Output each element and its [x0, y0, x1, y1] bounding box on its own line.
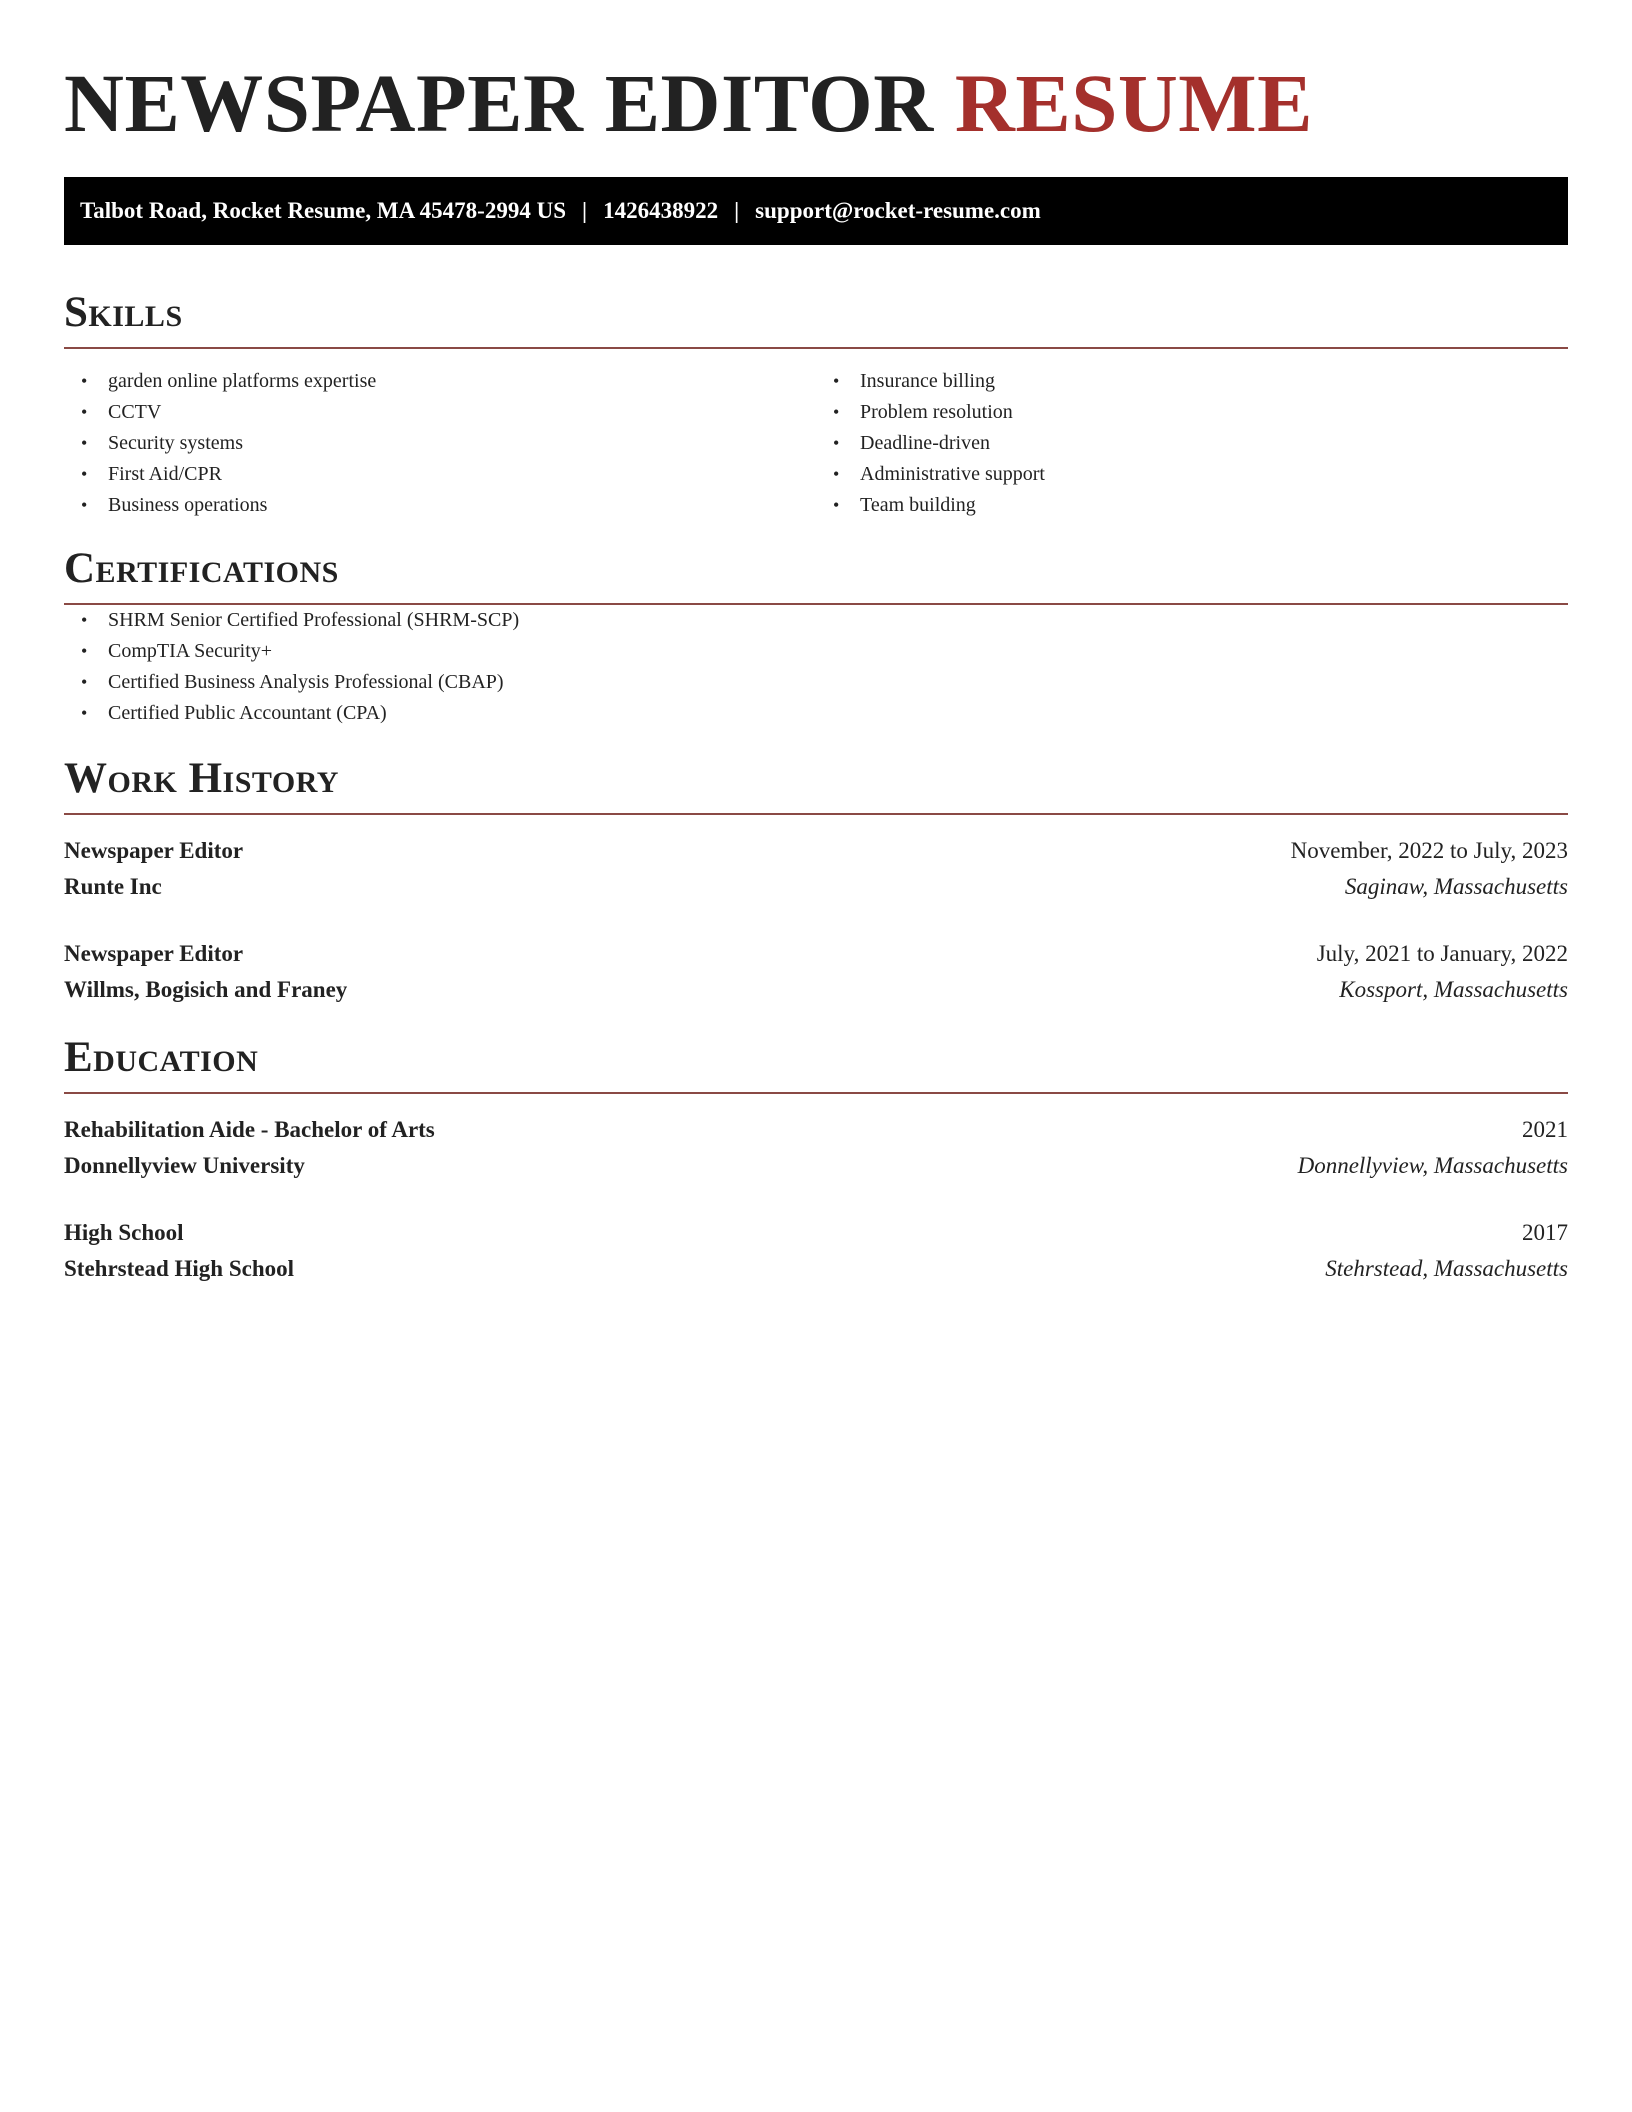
contact-separator: |	[582, 198, 588, 223]
job-role: Newspaper Editor	[64, 838, 244, 863]
degree-name: Rehabilitation Aide - Bachelor of Arts	[64, 1117, 435, 1142]
job-dates: November, 2022 to July, 2023	[1290, 838, 1568, 863]
bullet-icon: •	[81, 464, 88, 484]
skill-text: Business operations	[108, 494, 268, 516]
title-main: NEWSPAPER EDITOR	[64, 57, 934, 149]
work-entry	[64, 936, 1568, 1008]
list-item	[64, 459, 816, 490]
list-item	[816, 397, 1568, 428]
job-dates: July, 2021 to January, 2022	[1316, 941, 1568, 966]
contact-address: Talbot Road, Rocket Resume, MA 45478-2994 US	[80, 198, 566, 223]
contact-bar	[64, 177, 1568, 245]
list-item	[64, 636, 1568, 667]
bullet-icon: •	[81, 433, 88, 453]
bullet-icon: •	[81, 610, 88, 630]
skill-text: First Aid/CPR	[108, 463, 222, 485]
work-entry	[64, 833, 1568, 905]
bullet-icon: •	[81, 495, 88, 515]
bullet-icon: •	[833, 464, 840, 484]
certification-text: Certified Business Analysis Professional (CBAP)	[108, 671, 504, 693]
bullet-icon: •	[81, 371, 88, 391]
bullet-icon: •	[833, 495, 840, 515]
list-item	[816, 428, 1568, 459]
contact-phone: 1426438922	[603, 198, 719, 223]
certifications-section	[64, 521, 1568, 729]
skills-section	[64, 245, 1568, 521]
education-entry	[64, 1215, 1568, 1287]
job-role: Newspaper Editor	[64, 941, 244, 966]
graduation-year: 2017	[1522, 1220, 1568, 1245]
degree-name: High School	[64, 1220, 184, 1245]
skills-list-left	[64, 366, 816, 521]
title-accent: RESUME	[954, 57, 1314, 149]
skill-text: Problem resolution	[860, 401, 1013, 423]
section-title-education: Education	[64, 1034, 259, 1081]
contact-email: support@rocket-resume.com	[755, 198, 1041, 223]
entry-row	[64, 1112, 1568, 1148]
skills-column-right	[816, 366, 1568, 521]
job-location: Saginaw, Massachusetts	[1344, 874, 1568, 899]
bullet-icon: •	[81, 703, 88, 723]
skill-text: Deadline-driven	[860, 432, 990, 454]
skills-column-left	[64, 366, 816, 521]
work-history-section	[64, 729, 1568, 1008]
graduation-year: 2021	[1522, 1117, 1568, 1142]
certifications-list	[64, 605, 1568, 729]
skill-text: Security systems	[108, 432, 243, 454]
certification-text: CompTIA Security+	[108, 640, 273, 662]
contact-separator: |	[734, 198, 740, 223]
education-entry	[64, 1112, 1568, 1184]
skill-text: garden online platforms expertise	[108, 370, 377, 392]
section-title-skills: Skills	[64, 289, 183, 336]
list-item	[64, 667, 1568, 698]
entry-row	[64, 1148, 1568, 1184]
bullet-icon: •	[81, 672, 88, 692]
skill-text: Team building	[860, 494, 976, 516]
school-location: Donnellyview, Massachusetts	[1297, 1153, 1568, 1178]
bullet-icon: •	[833, 371, 840, 391]
entry-row	[64, 1251, 1568, 1287]
section-title-certifications: Certifications	[64, 545, 339, 592]
list-item	[64, 397, 816, 428]
certification-text: Certified Public Accountant (CPA)	[108, 702, 387, 724]
entry-row	[64, 972, 1568, 1008]
certification-text: SHRM Senior Certified Professional (SHRM-SCP)	[108, 609, 520, 631]
skills-list-right	[816, 366, 1568, 521]
job-location: Kossport, Massachusetts	[1339, 977, 1568, 1002]
list-item	[816, 459, 1568, 490]
list-item	[816, 490, 1568, 521]
list-item	[816, 366, 1568, 397]
entry-row	[64, 936, 1568, 972]
school-name: Donnellyview University	[64, 1153, 305, 1178]
bullet-icon: •	[833, 433, 840, 453]
entry-row	[64, 1215, 1568, 1251]
skill-text: CCTV	[108, 401, 162, 423]
list-item	[64, 490, 816, 521]
skill-text: Administrative support	[860, 463, 1045, 485]
section-title-work-history: Work History	[64, 755, 339, 802]
resume-title	[64, 0, 1568, 148]
skill-text: Insurance billing	[860, 370, 995, 392]
bullet-icon: •	[81, 402, 88, 422]
bullet-icon: •	[81, 641, 88, 661]
company-name: Runte Inc	[64, 874, 162, 899]
entry-row	[64, 833, 1568, 869]
bullet-icon: •	[833, 402, 840, 422]
section-divider	[64, 1092, 1568, 1094]
list-item	[64, 366, 816, 397]
school-location: Stehrstead, Massachusetts	[1325, 1256, 1568, 1281]
company-name: Willms, Bogisich and Franey	[64, 977, 348, 1002]
school-name: Stehrstead High School	[64, 1256, 295, 1281]
list-item	[64, 428, 816, 459]
list-item	[64, 698, 1568, 729]
education-section	[64, 1008, 1568, 1287]
skills-columns	[64, 366, 1568, 521]
section-divider	[64, 813, 1568, 815]
list-item	[64, 605, 1568, 636]
section-divider	[64, 347, 1568, 349]
entry-row	[64, 869, 1568, 905]
